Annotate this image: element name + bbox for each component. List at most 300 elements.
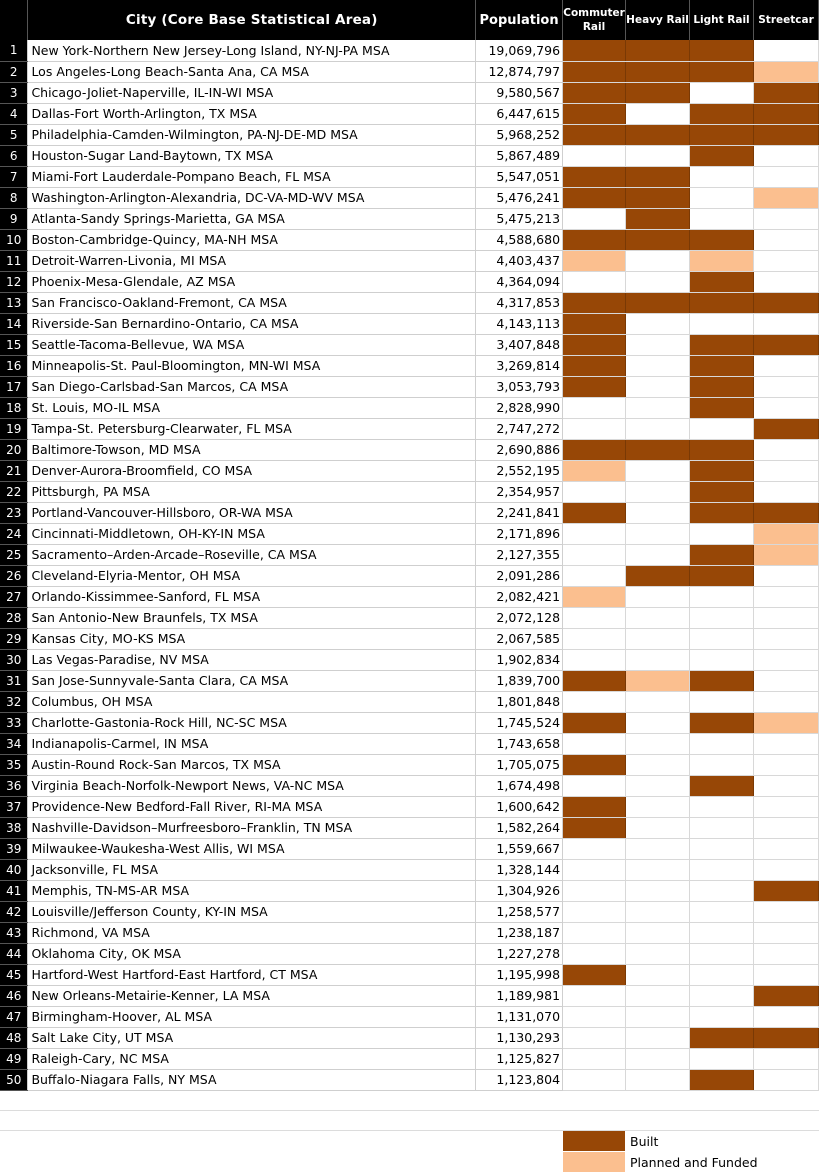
light-rail-cell [690, 964, 754, 985]
table-row [0, 502, 819, 523]
light-rail-cell [690, 502, 754, 523]
population-cell: 1,195,998 [476, 964, 563, 985]
light-rail-cell [690, 397, 754, 418]
streetcar-cell [753, 733, 818, 754]
city-cell: Oklahoma City, OK MSA [28, 943, 476, 964]
table-row [0, 544, 819, 565]
heavy-rail-cell [626, 460, 690, 481]
rank-cell: 17 [0, 376, 28, 397]
population-cell: 6,447,615 [476, 103, 563, 124]
table-row [0, 649, 819, 670]
table-row [0, 712, 819, 733]
streetcar-cell [753, 439, 818, 460]
light-rail-cell [690, 40, 754, 61]
table-row [0, 1069, 819, 1090]
commuter-rail-cell [563, 691, 626, 712]
rank-cell: 4 [0, 103, 28, 124]
light-rail-cell [690, 880, 754, 901]
city-cell: Hartford-West Hartford-East Hartford, CT MSA [28, 964, 476, 985]
heavy-rail-cell [626, 754, 690, 775]
streetcar-cell [753, 502, 818, 523]
population-cell: 5,475,213 [476, 208, 563, 229]
city-cell: Nashville-Davidson–Murfreesboro–Franklin, TN MSA [28, 817, 476, 838]
commuter-rail-cell [563, 649, 626, 670]
heavy-rail-cell [626, 943, 690, 964]
rank-cell: 24 [0, 523, 28, 544]
heavy-rail-cell [626, 334, 690, 355]
city-cell: Salt Lake City, UT MSA [28, 1027, 476, 1048]
city-cell: Minneapolis-St. Paul-Bloomington, MN-WI MSA [28, 355, 476, 376]
legend-built [563, 1131, 758, 1151]
population-cell: 5,867,489 [476, 145, 563, 166]
light-rail-cell [690, 187, 754, 208]
rank-cell: 6 [0, 145, 28, 166]
light-rail-cell [690, 775, 754, 796]
heavy-rail-cell [626, 208, 690, 229]
commuter-rail-cell [563, 901, 626, 922]
commuter-rail-cell [563, 166, 626, 187]
table-row [0, 145, 819, 166]
city-cell: Providence-New Bedford-Fall River, RI-MA MSA [28, 796, 476, 817]
table-row [0, 187, 819, 208]
streetcar-cell [753, 418, 818, 439]
population-cell: 1,559,667 [476, 838, 563, 859]
light-rail-cell [690, 166, 754, 187]
rank-cell: 8 [0, 187, 28, 208]
commuter-rail-cell [563, 145, 626, 166]
commuter-rail-cell [563, 733, 626, 754]
population-cell: 1,130,293 [476, 1027, 563, 1048]
population-cell: 2,171,896 [476, 523, 563, 544]
population-cell: 2,747,272 [476, 418, 563, 439]
commuter-rail-cell [563, 397, 626, 418]
light-rail-cell [690, 334, 754, 355]
city-cell: Pittsburgh, PA MSA [28, 481, 476, 502]
streetcar-cell [753, 607, 818, 628]
commuter-rail-cell [563, 334, 626, 355]
heavy-rail-cell [626, 859, 690, 880]
population-cell: 1,131,070 [476, 1006, 563, 1027]
heavy-rail-cell [626, 376, 690, 397]
heavy-rail-cell [626, 124, 690, 145]
heavy-rail-cell [626, 250, 690, 271]
light-rail-cell [690, 712, 754, 733]
commuter-rail-cell [563, 817, 626, 838]
streetcar-cell [753, 187, 818, 208]
light-rail-cell [690, 628, 754, 649]
streetcar-cell [753, 880, 818, 901]
table-row [0, 796, 819, 817]
commuter-rail-cell [563, 964, 626, 985]
table-row [0, 397, 819, 418]
heavy-rail-cell [626, 649, 690, 670]
city-cell: Los Angeles-Long Beach-Santa Ana, CA MSA [28, 61, 476, 82]
commuter-rail-cell [563, 40, 626, 61]
streetcar-cell [753, 313, 818, 334]
table-row [0, 271, 819, 292]
rank-cell: 10 [0, 229, 28, 250]
population-cell: 2,091,286 [476, 565, 563, 586]
heavy-rail-cell [626, 145, 690, 166]
legend-planned [563, 1152, 758, 1172]
city-cell: Buffalo-Niagara Falls, NY MSA [28, 1069, 476, 1090]
population-cell: 3,053,793 [476, 376, 563, 397]
header-row [0, 0, 819, 40]
rank-cell: 39 [0, 838, 28, 859]
heavy-rail-cell [626, 187, 690, 208]
table-row [0, 313, 819, 334]
streetcar-cell [753, 1048, 818, 1069]
commuter-rail-cell [563, 838, 626, 859]
rank-cell: 42 [0, 901, 28, 922]
heavy-rail-cell [626, 901, 690, 922]
rank-cell: 32 [0, 691, 28, 712]
streetcar-cell [753, 586, 818, 607]
light-rail-cell [690, 355, 754, 376]
heavy-rail-cell [626, 880, 690, 901]
light-rail-cell [690, 124, 754, 145]
light-rail-cell [690, 145, 754, 166]
commuter-rail-cell [563, 376, 626, 397]
light-rail-cell [690, 481, 754, 502]
city-cell: Las Vegas-Paradise, NV MSA [28, 649, 476, 670]
commuter-rail-cell [563, 250, 626, 271]
streetcar-cell [753, 943, 818, 964]
rank-cell: 9 [0, 208, 28, 229]
city-cell: Louisville/Jefferson County, KY-IN MSA [28, 901, 476, 922]
streetcar-cell [753, 271, 818, 292]
heavy-rail-cell [626, 355, 690, 376]
commuter-rail-cell [563, 775, 626, 796]
heavy-rail-cell [626, 439, 690, 460]
commuter-rail-cell [563, 607, 626, 628]
rank-cell: 48 [0, 1027, 28, 1048]
population-cell: 1,304,926 [476, 880, 563, 901]
streetcar-cell [753, 670, 818, 691]
light-rail-cell [690, 523, 754, 544]
city-cell: Miami-Fort Lauderdale-Pompano Beach, FL MSA [28, 166, 476, 187]
legend-built-label: Built [630, 1133, 659, 1149]
city-cell: Virginia Beach-Norfolk-Newport News, VA-NC MSA [28, 775, 476, 796]
population-cell: 4,403,437 [476, 250, 563, 271]
city-cell: Columbus, OH MSA [28, 691, 476, 712]
table-row [0, 418, 819, 439]
streetcar-cell [753, 628, 818, 649]
table-row [0, 985, 819, 1006]
table-row [0, 880, 819, 901]
city-cell: Tampa-St. Petersburg-Clearwater, FL MSA [28, 418, 476, 439]
rank-cell: 21 [0, 460, 28, 481]
city-cell: New Orleans-Metairie-Kenner, LA MSA [28, 985, 476, 1006]
rank-cell: 28 [0, 607, 28, 628]
table-row [0, 607, 819, 628]
rank-cell: 31 [0, 670, 28, 691]
rank-cell: 12 [0, 271, 28, 292]
commuter-rail-cell [563, 481, 626, 502]
commuter-rail-cell [563, 880, 626, 901]
city-cell: Chicago-Joliet-Naperville, IL-IN-WI MSA [28, 82, 476, 103]
light-rail-cell [690, 376, 754, 397]
city-cell: Dallas-Fort Worth-Arlington, TX MSA [28, 103, 476, 124]
city-cell: Riverside-San Bernardino-Ontario, CA MSA [28, 313, 476, 334]
rank-cell: 1 [0, 40, 28, 61]
population-cell: 4,588,680 [476, 229, 563, 250]
table-row [0, 376, 819, 397]
population-cell: 2,241,841 [476, 502, 563, 523]
city-cell: Houston-Sugar Land-Baytown, TX MSA [28, 145, 476, 166]
commuter-rail-cell [563, 1048, 626, 1069]
rank-cell: 33 [0, 712, 28, 733]
light-rail-cell [690, 82, 754, 103]
commuter-rail-cell [563, 187, 626, 208]
streetcar-cell [753, 1069, 818, 1090]
heavy-rail-cell [626, 628, 690, 649]
streetcar-cell [753, 250, 818, 271]
city-cell: Portland-Vancouver-Hillsboro, OR-WA MSA [28, 502, 476, 523]
table-row [0, 733, 819, 754]
population-cell: 1,125,827 [476, 1048, 563, 1069]
heavy-rail-cell [626, 271, 690, 292]
table-row [0, 481, 819, 502]
population-cell: 1,227,278 [476, 943, 563, 964]
population-cell: 1,600,642 [476, 796, 563, 817]
light-rail-cell [690, 313, 754, 334]
city-cell: Seattle-Tacoma-Bellevue, WA MSA [28, 334, 476, 355]
commuter-rail-cell [563, 502, 626, 523]
heavy-rail-cell [626, 922, 690, 943]
commuter-rail-cell [563, 229, 626, 250]
heavy-rail-cell [626, 796, 690, 817]
rank-cell: 50 [0, 1069, 28, 1090]
population-cell: 4,143,113 [476, 313, 563, 334]
city-cell: Indianapolis-Carmel, IN MSA [28, 733, 476, 754]
rank-cell: 26 [0, 565, 28, 586]
city-cell: Sacramento–Arden-Arcade–Roseville, CA MSA [28, 544, 476, 565]
city-cell: Birmingham-Hoover, AL MSA [28, 1006, 476, 1027]
light-rail-cell [690, 859, 754, 880]
streetcar-cell [753, 397, 818, 418]
population-cell: 12,874,797 [476, 61, 563, 82]
light-rail-cell [690, 565, 754, 586]
population-cell: 2,072,128 [476, 607, 563, 628]
heavy-rail-cell [626, 985, 690, 1006]
population-cell: 1,238,187 [476, 922, 563, 943]
table-row [0, 628, 819, 649]
rank-cell: 13 [0, 292, 28, 313]
commuter-rail-cell [563, 313, 626, 334]
city-cell: Raleigh-Cary, NC MSA [28, 1048, 476, 1069]
population-cell: 9,580,567 [476, 82, 563, 103]
rank-cell: 7 [0, 166, 28, 187]
city-cell: New York-Northern New Jersey-Long Island, NY-NJ-PA MSA [28, 40, 476, 61]
commuter-rail-cell [563, 1069, 626, 1090]
population-cell: 4,317,853 [476, 292, 563, 313]
rank-cell: 14 [0, 313, 28, 334]
rank-cell: 16 [0, 355, 28, 376]
streetcar-cell [753, 712, 818, 733]
population-cell: 4,364,094 [476, 271, 563, 292]
commuter-rail-cell [563, 82, 626, 103]
city-cell: San Antonio-New Braunfels, TX MSA [28, 607, 476, 628]
commuter-rail-cell [563, 670, 626, 691]
rank-cell: 18 [0, 397, 28, 418]
city-cell: Memphis, TN-MS-AR MSA [28, 880, 476, 901]
heavy-rail-cell [626, 1048, 690, 1069]
table-row [0, 292, 819, 313]
rank-cell: 23 [0, 502, 28, 523]
light-rail-cell [690, 922, 754, 943]
rank-cell: 25 [0, 544, 28, 565]
light-rail-cell [690, 586, 754, 607]
light-rail-cell [690, 439, 754, 460]
rank-cell: 37 [0, 796, 28, 817]
light-rail-cell [690, 292, 754, 313]
table-row [0, 460, 819, 481]
light-rail-cell [690, 943, 754, 964]
rank-header [0, 0, 28, 40]
streetcar-cell [753, 355, 818, 376]
heavy-rail-cell [626, 61, 690, 82]
population-cell: 1,743,658 [476, 733, 563, 754]
rank-cell: 45 [0, 964, 28, 985]
light-rail-cell [690, 250, 754, 271]
heavy-rail-cell [626, 565, 690, 586]
population-cell: 2,082,421 [476, 586, 563, 607]
heavy-rail-cell [626, 838, 690, 859]
population-cell: 5,547,051 [476, 166, 563, 187]
streetcar-cell [753, 145, 818, 166]
table-row [0, 439, 819, 460]
light-rail-cell [690, 1069, 754, 1090]
city-cell: Atlanta-Sandy Springs-Marietta, GA MSA [28, 208, 476, 229]
streetcar-cell [753, 796, 818, 817]
rank-cell: 35 [0, 754, 28, 775]
city-cell: Phoenix-Mesa-Glendale, AZ MSA [28, 271, 476, 292]
light-rail-cell [690, 985, 754, 1006]
rank-cell: 46 [0, 985, 28, 1006]
commuter-rail-cell [563, 418, 626, 439]
table-row [0, 103, 819, 124]
heavy-rail-cell [626, 82, 690, 103]
population-cell: 2,552,195 [476, 460, 563, 481]
commuter-rail-cell [563, 922, 626, 943]
table-body [0, 40, 819, 1090]
rank-cell: 36 [0, 775, 28, 796]
rank-cell: 49 [0, 1048, 28, 1069]
city-cell: Kansas City, MO-KS MSA [28, 628, 476, 649]
population-cell: 1,902,834 [476, 649, 563, 670]
table-row [0, 901, 819, 922]
streetcar-cell [753, 922, 818, 943]
population-cell: 5,476,241 [476, 187, 563, 208]
table-row [0, 334, 819, 355]
table-row [0, 166, 819, 187]
rank-cell: 5 [0, 124, 28, 145]
city-cell: Cincinnati-Middletown, OH-KY-IN MSA [28, 523, 476, 544]
heavy-rail-cell [626, 1006, 690, 1027]
commuter-rail-cell [563, 103, 626, 124]
commuter-rail-cell [563, 943, 626, 964]
light-rail-cell [690, 796, 754, 817]
table-row [0, 817, 819, 838]
planned-swatch [563, 1152, 625, 1172]
streetcar-cell [753, 544, 818, 565]
commuter-rail-header: Commuter Rail [563, 0, 626, 40]
commuter-rail-cell [563, 61, 626, 82]
divider [0, 1110, 819, 1111]
light-rail-cell [690, 607, 754, 628]
table-row [0, 229, 819, 250]
heavy-rail-cell [626, 691, 690, 712]
city-cell: Charlotte-Gastonia-Rock Hill, NC-SC MSA [28, 712, 476, 733]
population-cell: 1,705,075 [476, 754, 563, 775]
rank-cell: 27 [0, 586, 28, 607]
streetcar-cell [753, 1006, 818, 1027]
commuter-rail-cell [563, 565, 626, 586]
light-rail-cell [690, 1027, 754, 1048]
table-row [0, 775, 819, 796]
population-cell: 1,258,577 [476, 901, 563, 922]
commuter-rail-cell [563, 523, 626, 544]
table-row [0, 1027, 819, 1048]
city-cell: St. Louis, MO-IL MSA [28, 397, 476, 418]
streetcar-cell [753, 838, 818, 859]
city-cell: Orlando-Kissimmee-Sanford, FL MSA [28, 586, 476, 607]
population-cell: 5,968,252 [476, 124, 563, 145]
rank-cell: 3 [0, 82, 28, 103]
streetcar-cell [753, 964, 818, 985]
light-rail-cell [690, 103, 754, 124]
rank-cell: 44 [0, 943, 28, 964]
streetcar-cell [753, 292, 818, 313]
commuter-rail-cell [563, 544, 626, 565]
streetcar-cell [753, 376, 818, 397]
population-cell: 1,328,144 [476, 859, 563, 880]
commuter-rail-cell [563, 859, 626, 880]
heavy-rail-cell [626, 586, 690, 607]
built-swatch [563, 1131, 625, 1151]
streetcar-cell [753, 985, 818, 1006]
light-rail-cell [690, 1048, 754, 1069]
heavy-rail-cell [626, 1069, 690, 1090]
heavy-rail-cell [626, 1027, 690, 1048]
light-rail-cell [690, 208, 754, 229]
city-cell: Jacksonville, FL MSA [28, 859, 476, 880]
heavy-rail-cell [626, 481, 690, 502]
city-cell: Baltimore-Towson, MD MSA [28, 439, 476, 460]
streetcar-cell [753, 208, 818, 229]
city-cell: Philadelphia-Camden-Wilmington, PA-NJ-DE-MD MSA [28, 124, 476, 145]
city-cell: San Jose-Sunnyvale-Santa Clara, CA MSA [28, 670, 476, 691]
light-rail-cell [690, 229, 754, 250]
light-rail-cell [690, 544, 754, 565]
population-cell: 2,354,957 [476, 481, 563, 502]
commuter-rail-cell [563, 292, 626, 313]
commuter-rail-cell [563, 124, 626, 145]
rank-cell: 30 [0, 649, 28, 670]
table-row [0, 670, 819, 691]
streetcar-cell [753, 775, 818, 796]
rank-cell: 2 [0, 61, 28, 82]
population-cell: 1,189,981 [476, 985, 563, 1006]
light-rail-cell [690, 1006, 754, 1027]
population-cell: 1,745,524 [476, 712, 563, 733]
heavy-rail-cell [626, 712, 690, 733]
streetcar-cell [753, 691, 818, 712]
table-row [0, 922, 819, 943]
city-header: City (Core Base Statistical Area) [28, 0, 476, 40]
table-row [0, 124, 819, 145]
